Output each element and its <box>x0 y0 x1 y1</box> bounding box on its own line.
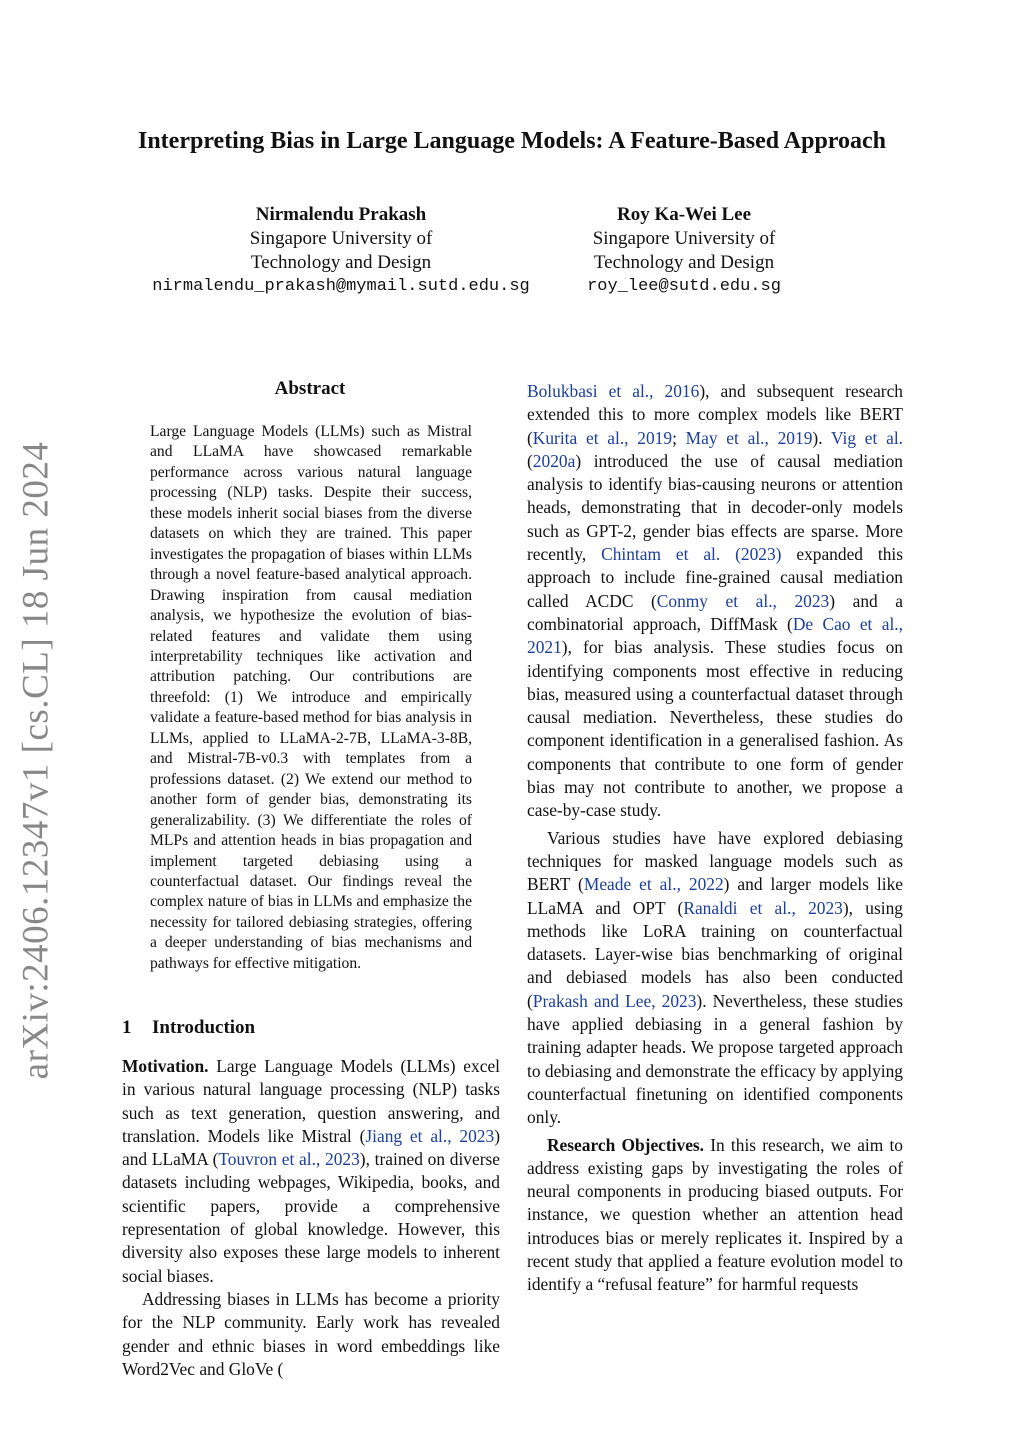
runin-heading-research-objectives: Research Objectives. <box>547 1134 705 1155</box>
text-span: ), using methods like LoRA training on counterfactual datasets. Layer-wise bias benchmarking of original and debiased models has also been conducted ( <box>527 897 903 1011</box>
author-affiliation: Singapore University of <box>249 228 433 249</box>
section-number: 1 <box>122 1017 132 1038</box>
text-span: ) and larger models like LLaMA and OPT ( <box>527 874 904 918</box>
citation-link[interactable]: Prakash and Lee, 2023 <box>532 990 697 1011</box>
right-column-body <box>527 380 903 1297</box>
text-span: ) and a combinatorial approach, DiffMask ( <box>527 590 903 634</box>
paragraph-motivation <box>122 1055 500 1288</box>
citation-link[interactable]: May et al., 2019 <box>685 427 813 448</box>
citation-link[interactable]: 2020a <box>532 450 576 471</box>
citation-link[interactable]: De Cao et al., 2021 <box>527 613 903 658</box>
abstract-body: Large Language Models (LLMs) such as Mistral and LLaMA have showcased remarkable performance across various natural language processing (NLP) tasks. Despite their success, these models inherit social biases from the diverse datasets on which they are trained. This paper investigates the propagation of biases within LLMs through a novel feature-based analytical approach. Drawing inspiration from causal mediation analysis, we hypothesize the evolution of bias-related features and validate them using interpretability techniques like activation and attribution patching. Our contributions are threefold: (1) We introduce and empirically validate a feature-based method for bias analysis in LLMs, applied to LLaMA-2-7B, LLaMA-3-8B, and Mistral-7B-v0.3 with templates from a professions dataset. (2) We extend our method to another form of gender bias, demonstrating its generalizability. (3) We differentiate the roles of MLPs and attention heads in bias propagation and implement targeted debiasing using a counterfactual dataset. Our findings reveal the complex nature of bias in LLMs and emphasize the necessity for tailored debiasing strategies, offering a deeper understanding of bias mechanisms and pathways for effective mitigation. <box>150 423 472 972</box>
paragraph-continued <box>527 380 903 823</box>
text-span: In this research, we aim to address existing gaps by investigating the roles of neural components in producing biased outputs. For instance, we question whether an attention head introduces bias or merely replicates it. Inspired by a recent study that applied a feature evolution model to identify a “refusal feature” for harmful requests <box>527 1134 903 1295</box>
citation-link[interactable]: Bolukbasi et al., 2016 <box>527 381 700 401</box>
section-heading-introduction <box>122 1017 502 1039</box>
text-span: ), and subsequent research extended this to more complex models like BERT ( <box>527 381 903 448</box>
arxiv-id-text: arXiv:2406.12347v1 [cs.CL] 18 Jun 2024 <box>15 441 57 1079</box>
citation-link[interactable]: Conmy et al., 2023 <box>656 590 830 611</box>
text-span: ), trained on diverse datasets including webpages, Wikipedia, books, and scientific papers, provide a comprehensive representation of global knowledge. However, this diversity also exposes these large models to inherent social biases. <box>122 1149 500 1286</box>
text-span: ) introduced the use of causal mediation analysis to identify bias-causing neurons or attention heads, demonstrating that in decoder-only models such as GPT-2, gender bias effects are sparse. More recently, <box>527 450 903 565</box>
paragraph-debiasing <box>527 827 903 1130</box>
text-span: ). Nevertheless, these studies have applied debiasing in a general fashion by training adapter heads. We propose targeted approach to debiasing and demonstrate the efficacy by applying counterfactual finetuning on identified components only. <box>527 990 903 1128</box>
section-title: Introduction <box>152 1017 256 1038</box>
text-span: Various studies have have explored debiasing techniques for masked language models such as BERT ( <box>527 827 903 895</box>
citation-link[interactable]: Meade et al., 2022 <box>583 874 724 895</box>
text-span: ; <box>672 427 686 448</box>
author-block-2 <box>484 203 884 299</box>
author-email: nirmalendu_prakash@mymail.sutd.edu.sg <box>152 277 530 296</box>
text-span: expanded this approach to include fine-grained causal mediation called ACDC ( <box>527 544 903 611</box>
paragraph-addressing-biases <box>122 1288 500 1381</box>
author-affiliation: Singapore University of <box>592 228 776 249</box>
left-column-body <box>122 1055 500 1381</box>
text-span: Large Language Models (LLMs) excel in various natural language processing (NLP) tasks such as text generation, question answering, and translation. Models like Mistral ( <box>122 1056 500 1146</box>
text-span: ). <box>812 427 831 448</box>
author-name: Roy Ka-Wei Lee <box>616 204 752 225</box>
text-span: ), for bias analysis. These studies focus on identifying components most effective in reducing bias, measured using a counterfactual dataset through causal mediation. Nevertheless, these studies do component identification in a generalised fashion. As components that contribute to one form of gender bias may not contribute to another, we propose a case-by-case study. <box>527 637 903 821</box>
author-email: roy_lee@sutd.edu.sg <box>587 277 781 296</box>
author-affiliation: Technology and Design <box>593 252 775 273</box>
text-span: ) and LLaMA ( <box>122 1125 500 1170</box>
runin-heading-motivation: Motivation. <box>122 1056 209 1076</box>
citation-link[interactable]: Touvron et al., 2023 <box>218 1149 360 1170</box>
author-affiliation: Technology and Design <box>250 252 432 273</box>
abstract-heading: Abstract <box>274 378 346 399</box>
arxiv-identifier-sidebar <box>8 441 64 1079</box>
text-span: ( <box>527 450 533 471</box>
author-name: Nirmalendu Prakash <box>255 204 427 225</box>
text-span: Addressing biases in LLMs has become a priority for the NLP community. Early work has revealed gender and ethnic biases in word embeddings like Word2Vec and GloVe ( <box>122 1288 500 1379</box>
citation-link[interactable]: Ranaldi et al., 2023 <box>683 897 843 918</box>
paragraph-research-objectives <box>527 1134 903 1297</box>
citation-link[interactable]: Vig et al. <box>831 427 904 448</box>
citation-link[interactable]: Jiang et al., 2023 <box>365 1125 495 1146</box>
citation-link[interactable]: Kurita et al., 2019 <box>532 427 673 448</box>
citation-link[interactable]: Chintam et al. (2023) <box>601 544 782 565</box>
author-block-1 <box>141 203 541 299</box>
paper-title: Interpreting Bias in Large Language Models: A Feature-Based Approach <box>137 128 887 154</box>
